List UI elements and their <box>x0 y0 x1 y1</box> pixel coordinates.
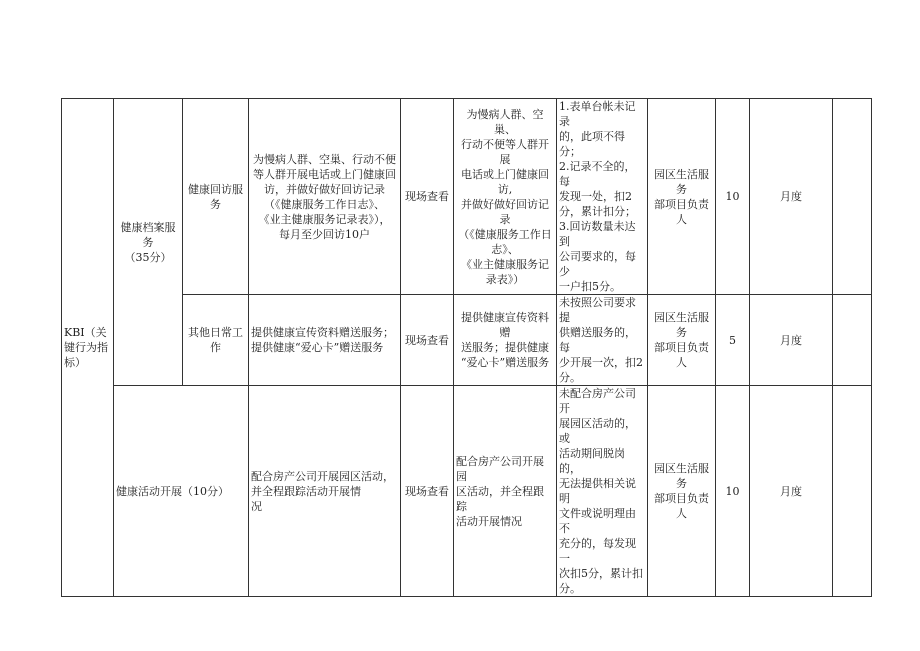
item-cell: 其他日常工 作 <box>183 295 249 386</box>
period-cell: 月度 <box>750 386 833 597</box>
kpi-table <box>61 98 872 597</box>
group-cell: 健康活动开展（10分） <box>114 386 249 597</box>
owner-cell: 园区生活服务 部项目负责人 <box>648 295 716 386</box>
evidence-cell: 为慢病人群、空巢、 行动不便等人群开展 电话或上门健康回访, 并做好做好回访记录 （《健康服务工作日 志》、 《业主健康服务记 录表》） <box>454 99 557 295</box>
evidence-cell: 提供健康宣传资料赠 送服务；提供健康 “爱心卡”赠送服务 <box>454 295 557 386</box>
standard-cell: 提供健康宣传资料赠送服务； 提供健康“爱心卡”赠送服务 <box>249 295 401 386</box>
empty-cell <box>833 99 872 295</box>
evidence-cell: 配合房产公司开展园 区活动，并全程跟踪 活动开展情况 <box>454 386 557 597</box>
period-cell: 月度 <box>750 99 833 295</box>
score-cell: 5 <box>716 295 750 386</box>
empty-cell <box>833 386 872 597</box>
table-row <box>62 386 872 597</box>
scoring-cell: 未配合房产公司开 展园区活动的，或 活动期间脱岗的， 无法提供相关说明 文件或说明理由不 充分的，每发现一 次扣5分，累计扣 分。 <box>557 386 648 597</box>
group-cell: 健康档案服务 （35分） <box>114 99 183 386</box>
period-cell: 月度 <box>750 295 833 386</box>
scoring-cell: 未按照公司要求提 供赠送服务的，每 少开展一次，扣2 分。 <box>557 295 648 386</box>
method-cell: 现场查看 <box>401 295 454 386</box>
item-cell: 健康回访服 务 <box>183 99 249 295</box>
score-cell: 10 <box>716 99 750 295</box>
empty-cell <box>833 295 872 386</box>
owner-cell: 园区生活服务 部项目负责人 <box>648 99 716 295</box>
owner-cell: 园区生活服务 部项目负责人 <box>648 386 716 597</box>
scoring-cell: 1.表单台帐未记录 的，此项不得分； 2.记录不全的，每 发现一处，扣2 分，累计扣分； 3.回访数量未达到 公司要求的，每少 一户扣5分。 <box>557 99 648 295</box>
standard-cell: 配合房产公司开展园区活动， 并全程跟踪活动开展情 况 <box>249 386 401 597</box>
table-row <box>62 99 872 295</box>
method-cell: 现场查看 <box>401 99 454 295</box>
table-row <box>62 295 872 386</box>
standard-cell: 为慢病人群、空巢、行动不便 等人群开展电话或上门健康回 访，并做好做好回访记录 （《健康服务工作日志》、 《业主健康服务记录表》）， 每月至少回访10户 <box>249 99 401 295</box>
method-cell: 现场查看 <box>401 386 454 597</box>
category-cell: KBI（关 键行为指 标） <box>62 99 114 597</box>
score-cell: 10 <box>716 386 750 597</box>
